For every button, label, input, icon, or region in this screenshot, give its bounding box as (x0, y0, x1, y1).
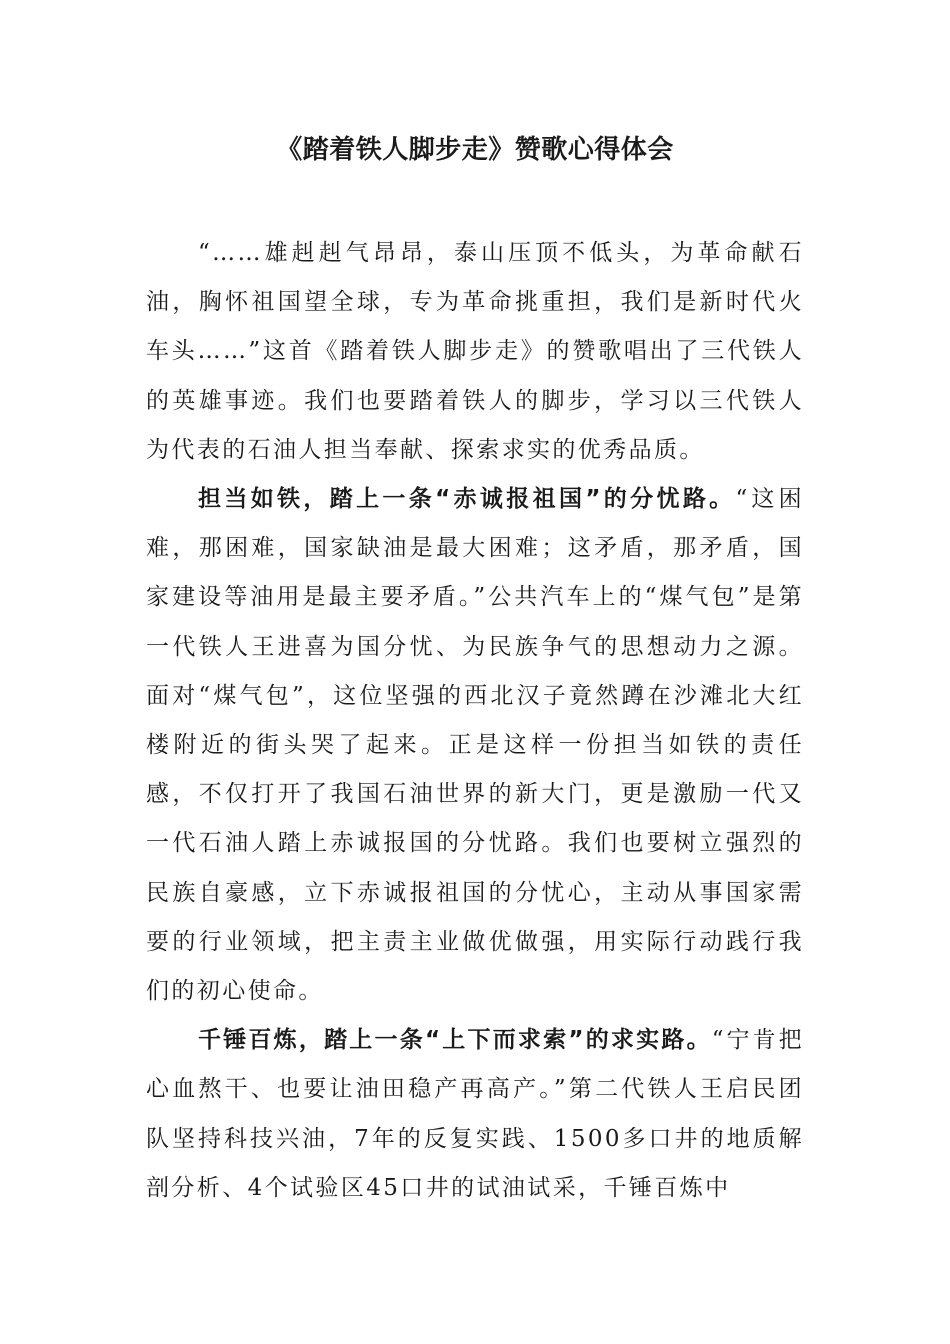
document-title: 《踏着铁人脚步走》赞歌心得体会 (276, 135, 674, 165)
paragraph-text: “……雄赳赳气昂昂，泰山压顶不低头，为革命献石油，胸怀祖国望全球，专为革命挑重担，我们是新时代火车头……”这首《踏着铁人脚步走》的赞歌唱出了三代铁人的英雄事迹。我们也要踏着铁人的脚步，学习以三代铁人为代表的石油人担当奉献、探索求实的优秀品质。 (146, 240, 804, 463)
paragraph-lead: 千锤百炼，踏上一条“上下而求索”的求实路。 (198, 1027, 712, 1054)
paragraph-intro (146, 229, 804, 475)
paragraph-responsibility (146, 475, 804, 1016)
document-body (146, 229, 804, 1213)
paragraph-lead: 担当如铁，踏上一条“赤诚报祖国”的分忧路。 (198, 486, 736, 513)
paragraph-text: “宁肯把心血熬干、也要让油田稳产再高产。”第二代铁人王启民团队坚持科技兴油，7年的反复实践、1500多口井的地质解剖分析、4个试验区45口井的试油试采，千锤百炼中 (146, 1027, 804, 1201)
paragraph-exploration (146, 1016, 804, 1213)
paragraph-text: “这困难，那困难，国家缺油是最大困难；这矛盾，那矛盾，国家建设等油用是最主要矛盾。”公共汽车上的“煤气包”是第一代铁人王进喜为国分忧、为民族争气的思想动力之源。面对“煤气包”，这位坚强的西北汉子竟然蹲在沙滩北大红楼附近的街头哭了起来。正是这样一份担当如铁的责任感，不仅打开了我国石油世界的新大门，更是激励一代又一代石油人踏上赤诚报国的分忧路。我们也要树立强烈的民族自豪感，立下赤诚报祖国的分忧心，主动从事国家需要的行业领域，把主责主业做优做强，用实际行动践行我们的初心使命。 (146, 486, 804, 1005)
